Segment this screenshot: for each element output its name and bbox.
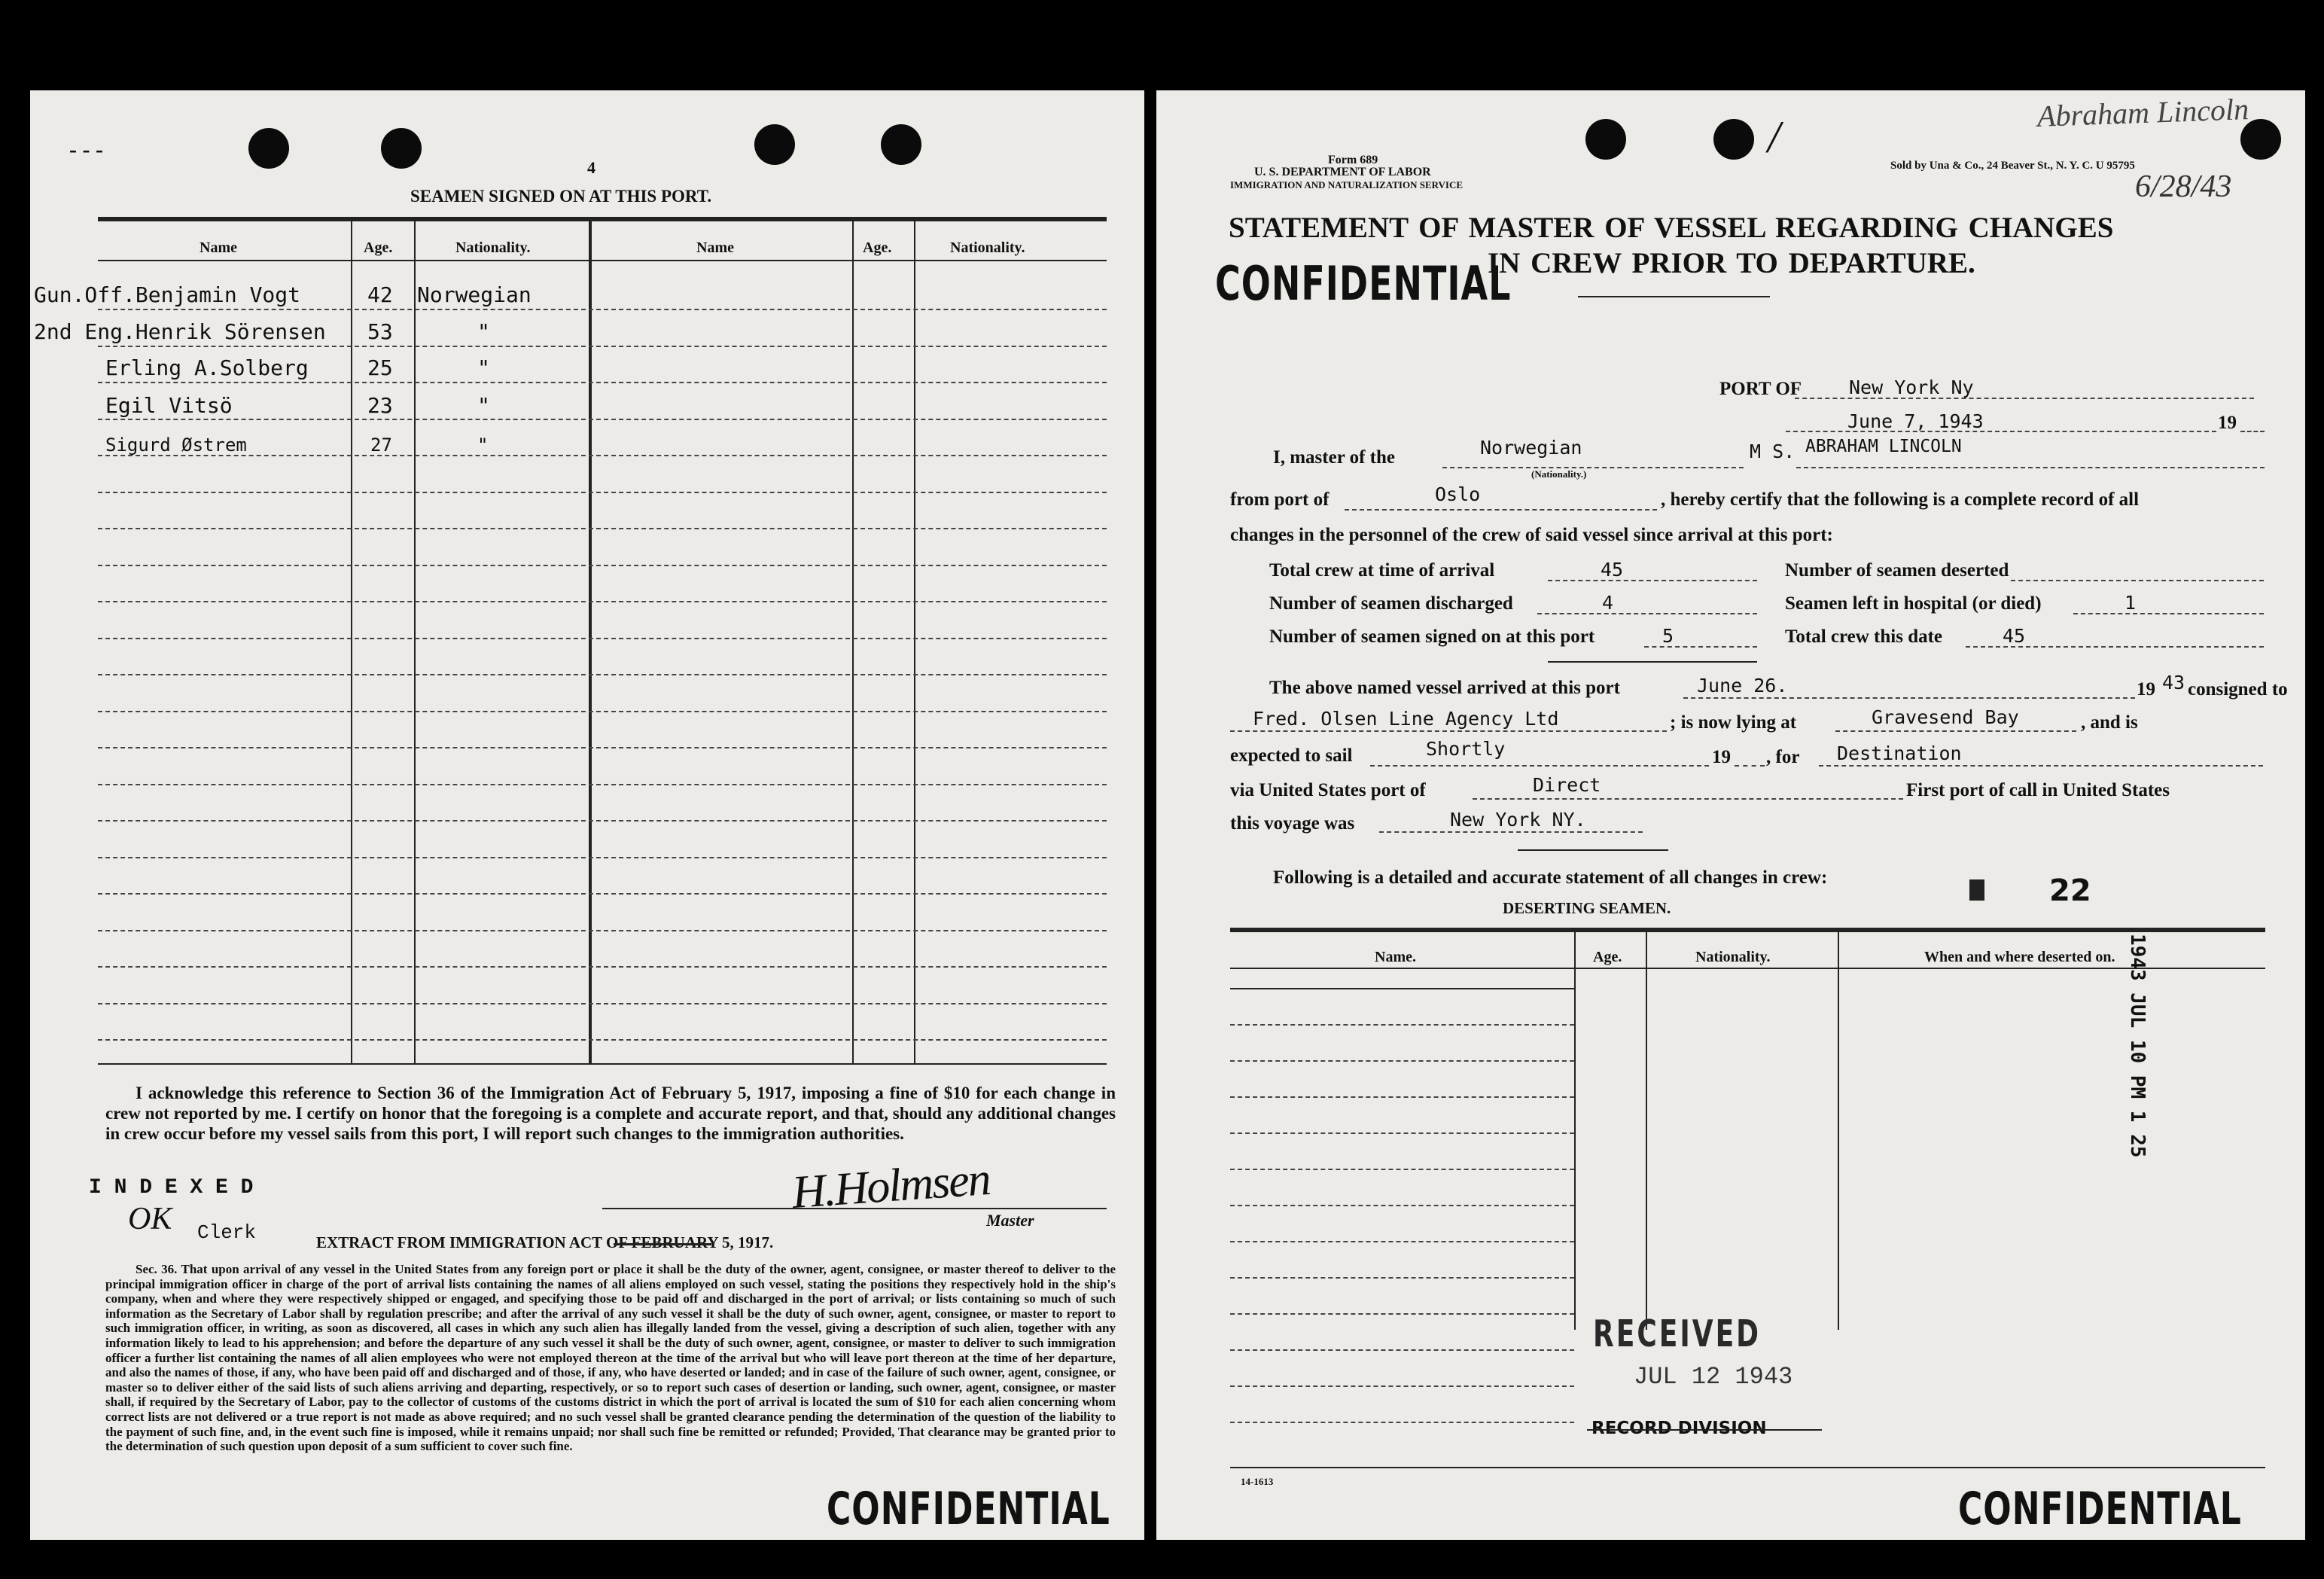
left-dash-mark: - - - xyxy=(69,137,103,162)
seamen-signed-label: Number of seamen signed on at this port xyxy=(1269,626,1595,647)
form-title-line2: IN CREW PRIOR TO DEPARTURE. xyxy=(1488,247,1975,279)
table-bottom-rule xyxy=(98,1063,1107,1065)
voyage-line xyxy=(1379,831,1643,833)
expected-year: 19 xyxy=(1712,747,1731,767)
arrived-year-prefix: 19 xyxy=(2137,679,2155,700)
left-page xyxy=(30,90,1144,1540)
department: U. S. DEPARTMENT OF LABOR xyxy=(1254,166,1431,178)
table-row-name: Egil Vitsö xyxy=(105,393,233,418)
punch-hole xyxy=(754,124,795,165)
from-port-line xyxy=(1345,509,1657,511)
for-value: Destination xyxy=(1837,742,1962,764)
arrived-year-value: 43 xyxy=(2162,672,2185,693)
deserting-row-rule xyxy=(1230,1132,1574,1134)
expected-line xyxy=(1370,765,1709,767)
row-rule xyxy=(98,857,1107,858)
vessel-nationality: Norwegian xyxy=(1480,437,1582,459)
lying-value: Gravesend Bay xyxy=(1872,706,2019,728)
deserting-row-rule xyxy=(1230,1277,1574,1279)
table-row-age: 23 xyxy=(367,393,393,418)
row-rule xyxy=(98,820,1107,822)
total-crew-arrival-label: Total crew at time of arrival xyxy=(1269,560,1495,581)
received-date: JUL 12 1943 xyxy=(1634,1363,1793,1391)
arrived-label: The above named vessel arrived at this port xyxy=(1269,678,1620,698)
row-rule xyxy=(98,601,1107,602)
table-row-nationality: " xyxy=(477,319,490,344)
record-division-strike xyxy=(1587,1429,1822,1431)
deserting-row-rule xyxy=(1230,1349,1574,1351)
seller-note: Sold by Una & Co., 24 Beaver St., N. Y. C. U 95795 xyxy=(1890,160,2135,172)
row-rule xyxy=(98,1039,1107,1041)
deserting-row-rule xyxy=(1230,1096,1574,1098)
deserting-title: DESERTING SEAMEN. xyxy=(1503,899,1671,917)
punch-hole xyxy=(881,124,921,165)
col-header-nationality-2: Nationality. xyxy=(950,239,1025,256)
agent-line xyxy=(1230,730,1667,732)
deserting-table-bottom-rule xyxy=(1230,1467,2265,1468)
row-rule xyxy=(98,893,1107,895)
total-crew-date-label: Total crew this date xyxy=(1785,626,1943,647)
row-rule xyxy=(98,638,1107,639)
deserting-row-rule xyxy=(1230,1241,1574,1242)
confidential-stamp-left: CONFIDENTIAL xyxy=(827,1483,1110,1535)
vessel-name-line xyxy=(1796,467,2265,468)
seamen-signed-value: 5 xyxy=(1662,625,1674,647)
clerk-label: Clerk xyxy=(197,1221,257,1244)
total-crew-arrival-value: 45 xyxy=(1601,559,1624,581)
deserting-table-header-rule xyxy=(1230,968,2265,969)
expected-value: Shortly xyxy=(1426,738,1506,760)
seamen-discharged-label: Number of seamen discharged xyxy=(1269,593,1513,614)
seamen-signed-line xyxy=(1644,646,1757,648)
row-rule xyxy=(98,966,1107,968)
deserting-row-rule xyxy=(1230,988,1574,989)
deserting-row-rule xyxy=(1230,1422,1574,1423)
deserting-row-rule xyxy=(1230,1313,1574,1315)
deserting-column-rule xyxy=(1574,931,1576,1330)
nationality-line xyxy=(1442,467,1744,468)
seamen-discharged-line xyxy=(1537,613,1757,614)
received-stamp: RECEIVED xyxy=(1593,1314,1762,1356)
table-row-nationality: Norwegian xyxy=(417,282,532,307)
table-row-age: 42 xyxy=(367,282,393,307)
voyage-rule xyxy=(1518,849,1668,851)
consigned-label: consigned to xyxy=(2188,679,2288,700)
col-header-nationality: Nationality. xyxy=(455,239,531,256)
and-is: , and is xyxy=(2081,712,2138,733)
master-of-label: I, master of the xyxy=(1273,447,1395,468)
row-rule xyxy=(98,711,1107,712)
master-label: Master xyxy=(986,1211,1034,1230)
total-crew-arrival-line xyxy=(1548,580,1757,581)
deserting-col-name: Name. xyxy=(1375,949,1416,965)
confidential-stamp-right: CONFIDENTIAL xyxy=(1958,1483,2242,1535)
row-rule xyxy=(98,528,1107,529)
extract-title: EXTRACT FROM IMMIGRATION ACT OF FEBRUARY 5, 1917. xyxy=(316,1233,774,1251)
deserting-row-rule xyxy=(1230,1024,1574,1026)
vessel-name: ABRAHAM LINCOLN xyxy=(1805,437,1962,456)
deserting-col-when: When and where deserted on. xyxy=(1924,949,2115,965)
deserting-column-rule xyxy=(1646,931,1647,1330)
handwritten-vessel-name: Abraham Lincoln xyxy=(2036,92,2249,133)
table-header-rule xyxy=(98,260,1107,261)
agent-value: Fred. Olsen Line Agency Ltd xyxy=(1253,708,1559,730)
form-code: 14-1613 xyxy=(1241,1476,1274,1487)
from-port-value: Oslo xyxy=(1435,483,1481,505)
row-rule xyxy=(98,674,1107,675)
table-row-name: 2nd Eng.Henrik Sörensen xyxy=(34,319,326,344)
total-crew-date-value: 45 xyxy=(2003,625,2026,647)
table-row-nationality: " xyxy=(477,355,490,380)
extract-strike xyxy=(614,1243,711,1245)
sec36-text: Sec. 36. That upon arrival of any vessel in the United States from any foreign port or place it shall be the duty of the owner, agent, consignee, or master thereof to deliver to the principal immigration officer in charge of the port of arrival lists containing the names of all aliens employed on such vessel, stating the positions they respectively hold in the ship's company, when and where they were respectively shipped or engaged, and specifying those to be paid off and discharged in the port of arrival; or lists containing so much of such information as the Secretary of Labor shall by regulation prescribe; and after the arrival of any such vessel it shall be the duty of such owner, agent, consignee, or master to report to such immigration officer, in writing, as soon as discovered, all cases in which any such alien has illegally landed from the vessel, giving a description of such alien, together with any information likely to lead to his apprehension; and before the departure of any such vessel it shall be the duty of such owner, agent, consignee, or master to deliver to such immigration officer a further list containing the names of all alien employees who were not employed thereon at the time of the arrival but who will leave port thereon at the time of her departure, and also the names of those, if any, who have been paid off and discharged and of those, if any, who have deserted or landed; and in case of the failure of such owner, agent, consignee, or master so to deliver either of the said lists of such aliens arriving and departing, respectively, or so to report such cases of desertion or landing, such owner, agent, consignee, or master shall, if required by the Secretary of Labor, pay to the collector of customs of the customs district in which the port of arrival is located the sum of $10 for each alien concerning whom correct lists are not delivered or a true report is not made as above required; and no such vessel shall be granted clearance pending the determination of the question of the liability to the payment of such fine, and, in the event such fine is imposed, while it remains unpaid; nor shall such fine be remitted or refunded; Provided, That clearance may be granted prior to the determination of such question upon deposit of a sum sufficient to cover such fine. xyxy=(105,1262,1116,1454)
seamen-hospital-value: 1 xyxy=(2124,592,2137,614)
for-label: , for xyxy=(1766,747,1800,767)
col-header-age-2: Age. xyxy=(863,239,892,256)
deserting-table-top-rule xyxy=(1230,928,2265,932)
following-text: Following is a detailed and accurate statement of all changes in crew: xyxy=(1273,867,1828,888)
row-rule xyxy=(98,930,1107,931)
punch-hole xyxy=(381,128,422,169)
vertical-date-stamp: 1943 JUL 10 PM 1 25 xyxy=(2126,934,2149,1158)
voyage-label: this voyage was xyxy=(1230,813,1355,834)
expected-label: expected to sail xyxy=(1230,745,1353,766)
row-rule xyxy=(98,1003,1107,1004)
page-number: 4 xyxy=(587,158,595,177)
expected-year-line xyxy=(1735,765,1765,767)
punch-hole xyxy=(1585,119,1626,160)
deserting-col-nationality: Nationality. xyxy=(1695,949,1771,965)
row-rule xyxy=(98,419,1107,420)
form-title-line1: STATEMENT OF MASTER OF VESSEL REGARDING CHANGES xyxy=(1229,212,2114,244)
punch-hole xyxy=(1713,119,1754,160)
confidential-stamp-top: CONFIDENTIAL xyxy=(1215,256,1512,311)
port-of-value: New York Ny xyxy=(1849,376,1974,398)
deserting-row-rule xyxy=(1230,1169,1574,1170)
punch-hole xyxy=(248,128,289,169)
from-port-label: from port of xyxy=(1230,489,1330,510)
section-title: SEAMEN SIGNED ON AT THIS PORT. xyxy=(410,187,712,206)
arrived-value: June 26. xyxy=(1697,675,1788,697)
title-rule xyxy=(1578,296,1770,297)
lying-line xyxy=(1835,730,2076,732)
master-signature: H.Holmsen xyxy=(790,1153,991,1219)
seamen-deserted-label: Number of seamen deserted xyxy=(1785,560,2009,581)
port-of-label: PORT OF xyxy=(1719,379,1802,399)
certify-text: , hereby certify that the following is a complete record of all xyxy=(1661,489,2140,510)
table-row-nationality: " xyxy=(477,393,490,418)
clerk-initials: OK xyxy=(128,1202,172,1236)
file-mark-icon xyxy=(1969,879,1984,901)
date-value: June 7, 1943 xyxy=(1847,410,1984,432)
counts-rule xyxy=(1548,661,1757,663)
vessel-type: M S. xyxy=(1750,440,1796,462)
file-number: 22 xyxy=(2049,873,2091,908)
row-rule xyxy=(98,565,1107,566)
deserting-row-rule xyxy=(1230,1060,1574,1062)
col-header-age: Age. xyxy=(364,239,393,256)
voyage-value: New York NY. xyxy=(1450,809,1586,831)
handwritten-date: 6/28/43 xyxy=(2135,169,2232,204)
table-row-nationality: " xyxy=(477,434,489,456)
arrived-line xyxy=(1683,697,2135,699)
indexed-stamp: I N D E X E D xyxy=(89,1176,254,1199)
row-rule xyxy=(98,784,1107,785)
via-label: via United States port of xyxy=(1230,780,1426,800)
table-row-age: 27 xyxy=(370,434,392,456)
via-value: Direct xyxy=(1533,774,1601,796)
seamen-hospital-label: Seamen left in hospital (or died) xyxy=(1785,593,2042,614)
nationality-caption: (Nationality.) xyxy=(1531,468,1587,480)
changes-text: changes in the personnel of the crew of said vessel since arrival at this port: xyxy=(1230,525,1833,545)
form-number: Form 689 xyxy=(1328,154,1378,166)
for-line xyxy=(1819,765,2263,767)
row-rule xyxy=(98,455,1107,456)
handwritten-check-mark: / xyxy=(1768,112,1780,162)
table-top-rule xyxy=(98,217,1107,221)
row-rule xyxy=(98,492,1107,493)
row-rule xyxy=(98,346,1107,347)
via-line xyxy=(1473,798,1903,800)
col-header-name: Name xyxy=(200,239,237,256)
row-rule xyxy=(98,382,1107,383)
lying-label: ; is now lying at xyxy=(1670,712,1797,733)
record-division: RECORD DIVISION xyxy=(1591,1419,1767,1438)
seamen-hospital-line xyxy=(2073,613,2264,614)
service: IMMIGRATION AND NATURALIZATION SERVICE xyxy=(1230,179,1464,191)
table-row-name: Sigurd Østrem xyxy=(105,434,247,456)
row-rule xyxy=(98,747,1107,748)
acknowledgement-text: I acknowledge this reference to Section 36 of the Immigration Act of February 5, 1917, imposing a fine of $10 for each change in crew not reported by me. I certify on honor that the foregoing is a complete and accurate report, and that, should any additional changes in crew occur before my vessel sails from this port, I will report such changes to the immigration authorities. xyxy=(105,1084,1116,1143)
first-port-label: First port of call in United States xyxy=(1906,780,2170,800)
col-header-name-2: Name xyxy=(696,239,734,256)
deserting-row-rule xyxy=(1230,1385,1574,1387)
deserting-column-rule xyxy=(1838,931,1839,1330)
date-year-line xyxy=(2240,431,2265,432)
date-year-suffix: 19 xyxy=(2218,413,2237,433)
table-row-name: Erling A.Solberg xyxy=(105,355,309,380)
deserting-row-rule xyxy=(1230,1205,1574,1206)
table-row-age: 53 xyxy=(367,319,393,344)
right-page xyxy=(1156,90,2305,1540)
seamen-deserted-line xyxy=(2011,580,2264,581)
signature-line xyxy=(602,1208,1107,1209)
deserting-col-age: Age. xyxy=(1593,949,1622,965)
table-row-age: 25 xyxy=(367,355,393,380)
row-rule xyxy=(98,309,1107,310)
table-row-name: Gun.Off.Benjamin Vogt xyxy=(34,282,301,307)
seamen-discharged-value: 4 xyxy=(1602,592,1614,614)
